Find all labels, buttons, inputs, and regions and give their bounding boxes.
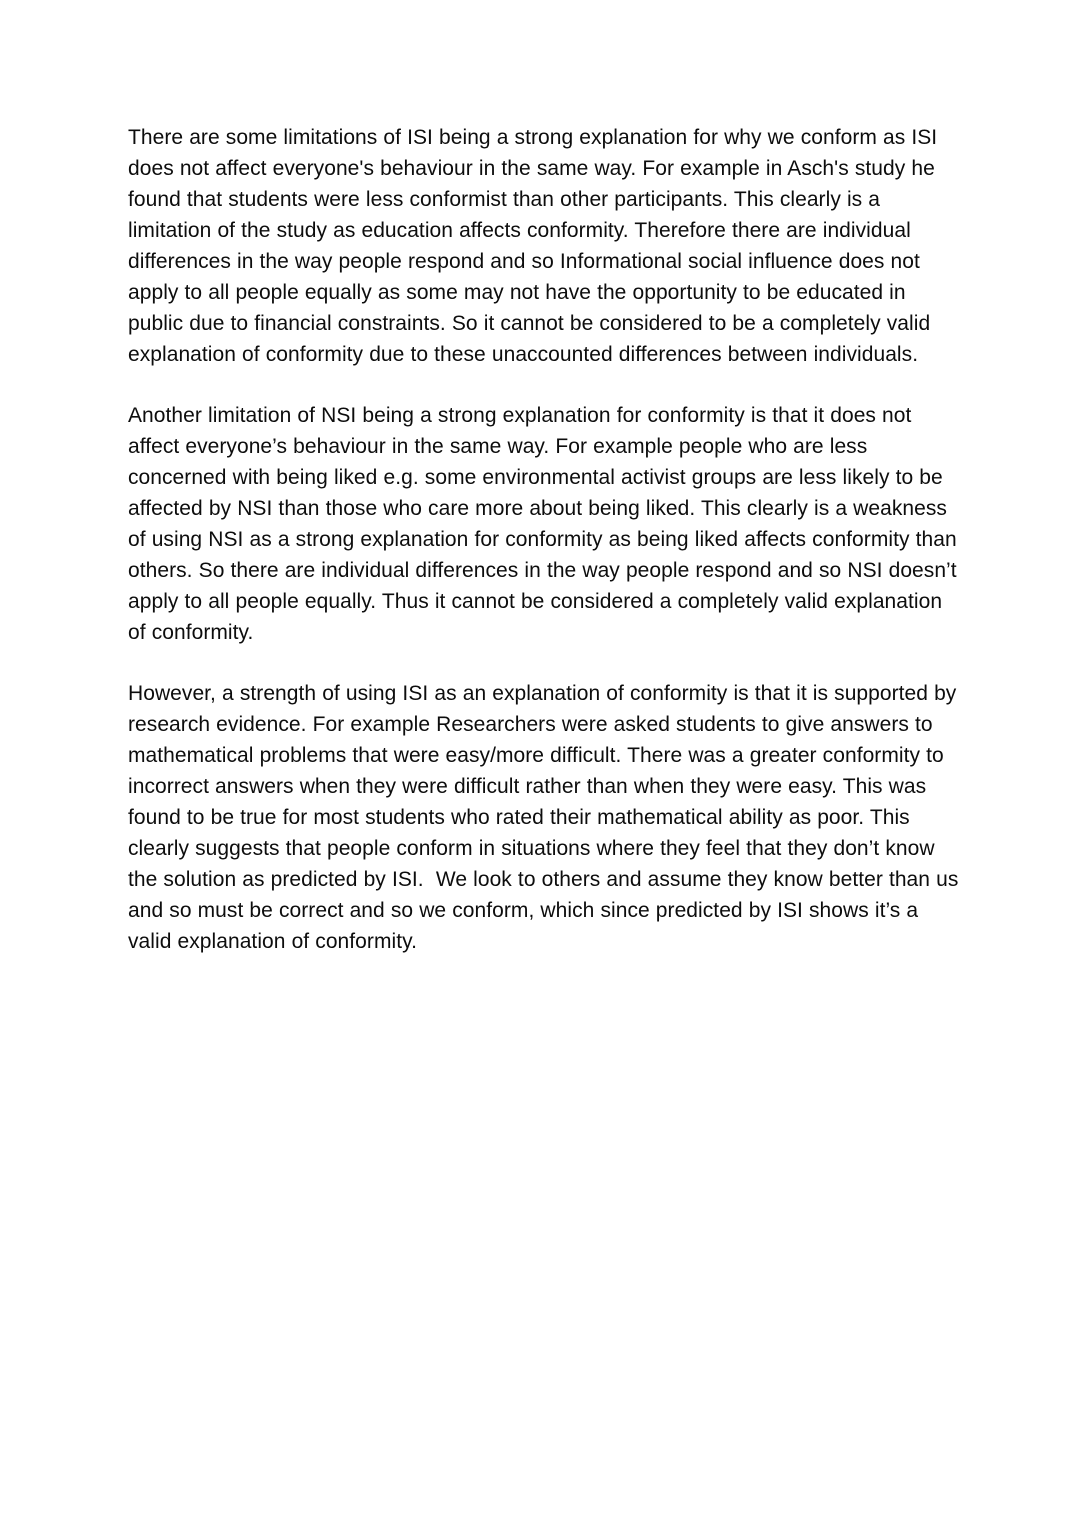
- document-body: [128, 122, 965, 957]
- paragraph-isi-strength: However, a strength of using ISI as an explanation of conformity is that it is supported by research evidence. For example Researchers were asked students to give answers to mathematical problems that were easy/more difficult. There was a greater conformity to incorrect answers when they were difficult rather than when they were easy. This was found to be true for most students who rated their mathematical ability as poor. This clearly suggests that people conform in situations where they feel that they don’t know the solution as predicted by ISI. We look to others and assume they know better than us and so must be correct and so we conform, which since predicted by ISI shows it’s a valid explanation of conformity.: [128, 682, 965, 953]
- paragraph-isi-limitation: There are some limitations of ISI being a strong explanation for why we conform as ISI does not affect everyone's behaviour in the same way. For example in Asch's study he found that students were less conformist than other participants. This clearly is a limitation of the study as education affects conformity. Therefore there are individual differences in the way people respond and so Informational social influence does not apply to all people equally as some may not have the opportunity to be educated in public due to financial constraints. So it cannot be considered to be a completely valid explanation of conformity due to these unaccounted differences between individuals.: [128, 126, 944, 366]
- paragraph-nsi-limitation: Another limitation of NSI being a strong explanation for conformity is that it does not affect everyone’s behaviour in the same way. For example people who are less concerned with being liked e.g. some environmental activist groups are less likely to be affected by NSI than those who care more about being liked. This clearly is a weakness of using NSI as a strong explanation for conformity as being liked affects conformity than others. So there are individual differences in the way people respond and so NSI doesn’t apply to all people equally. Thus it cannot be considered a completely valid explanation of conformity.: [128, 404, 963, 644]
